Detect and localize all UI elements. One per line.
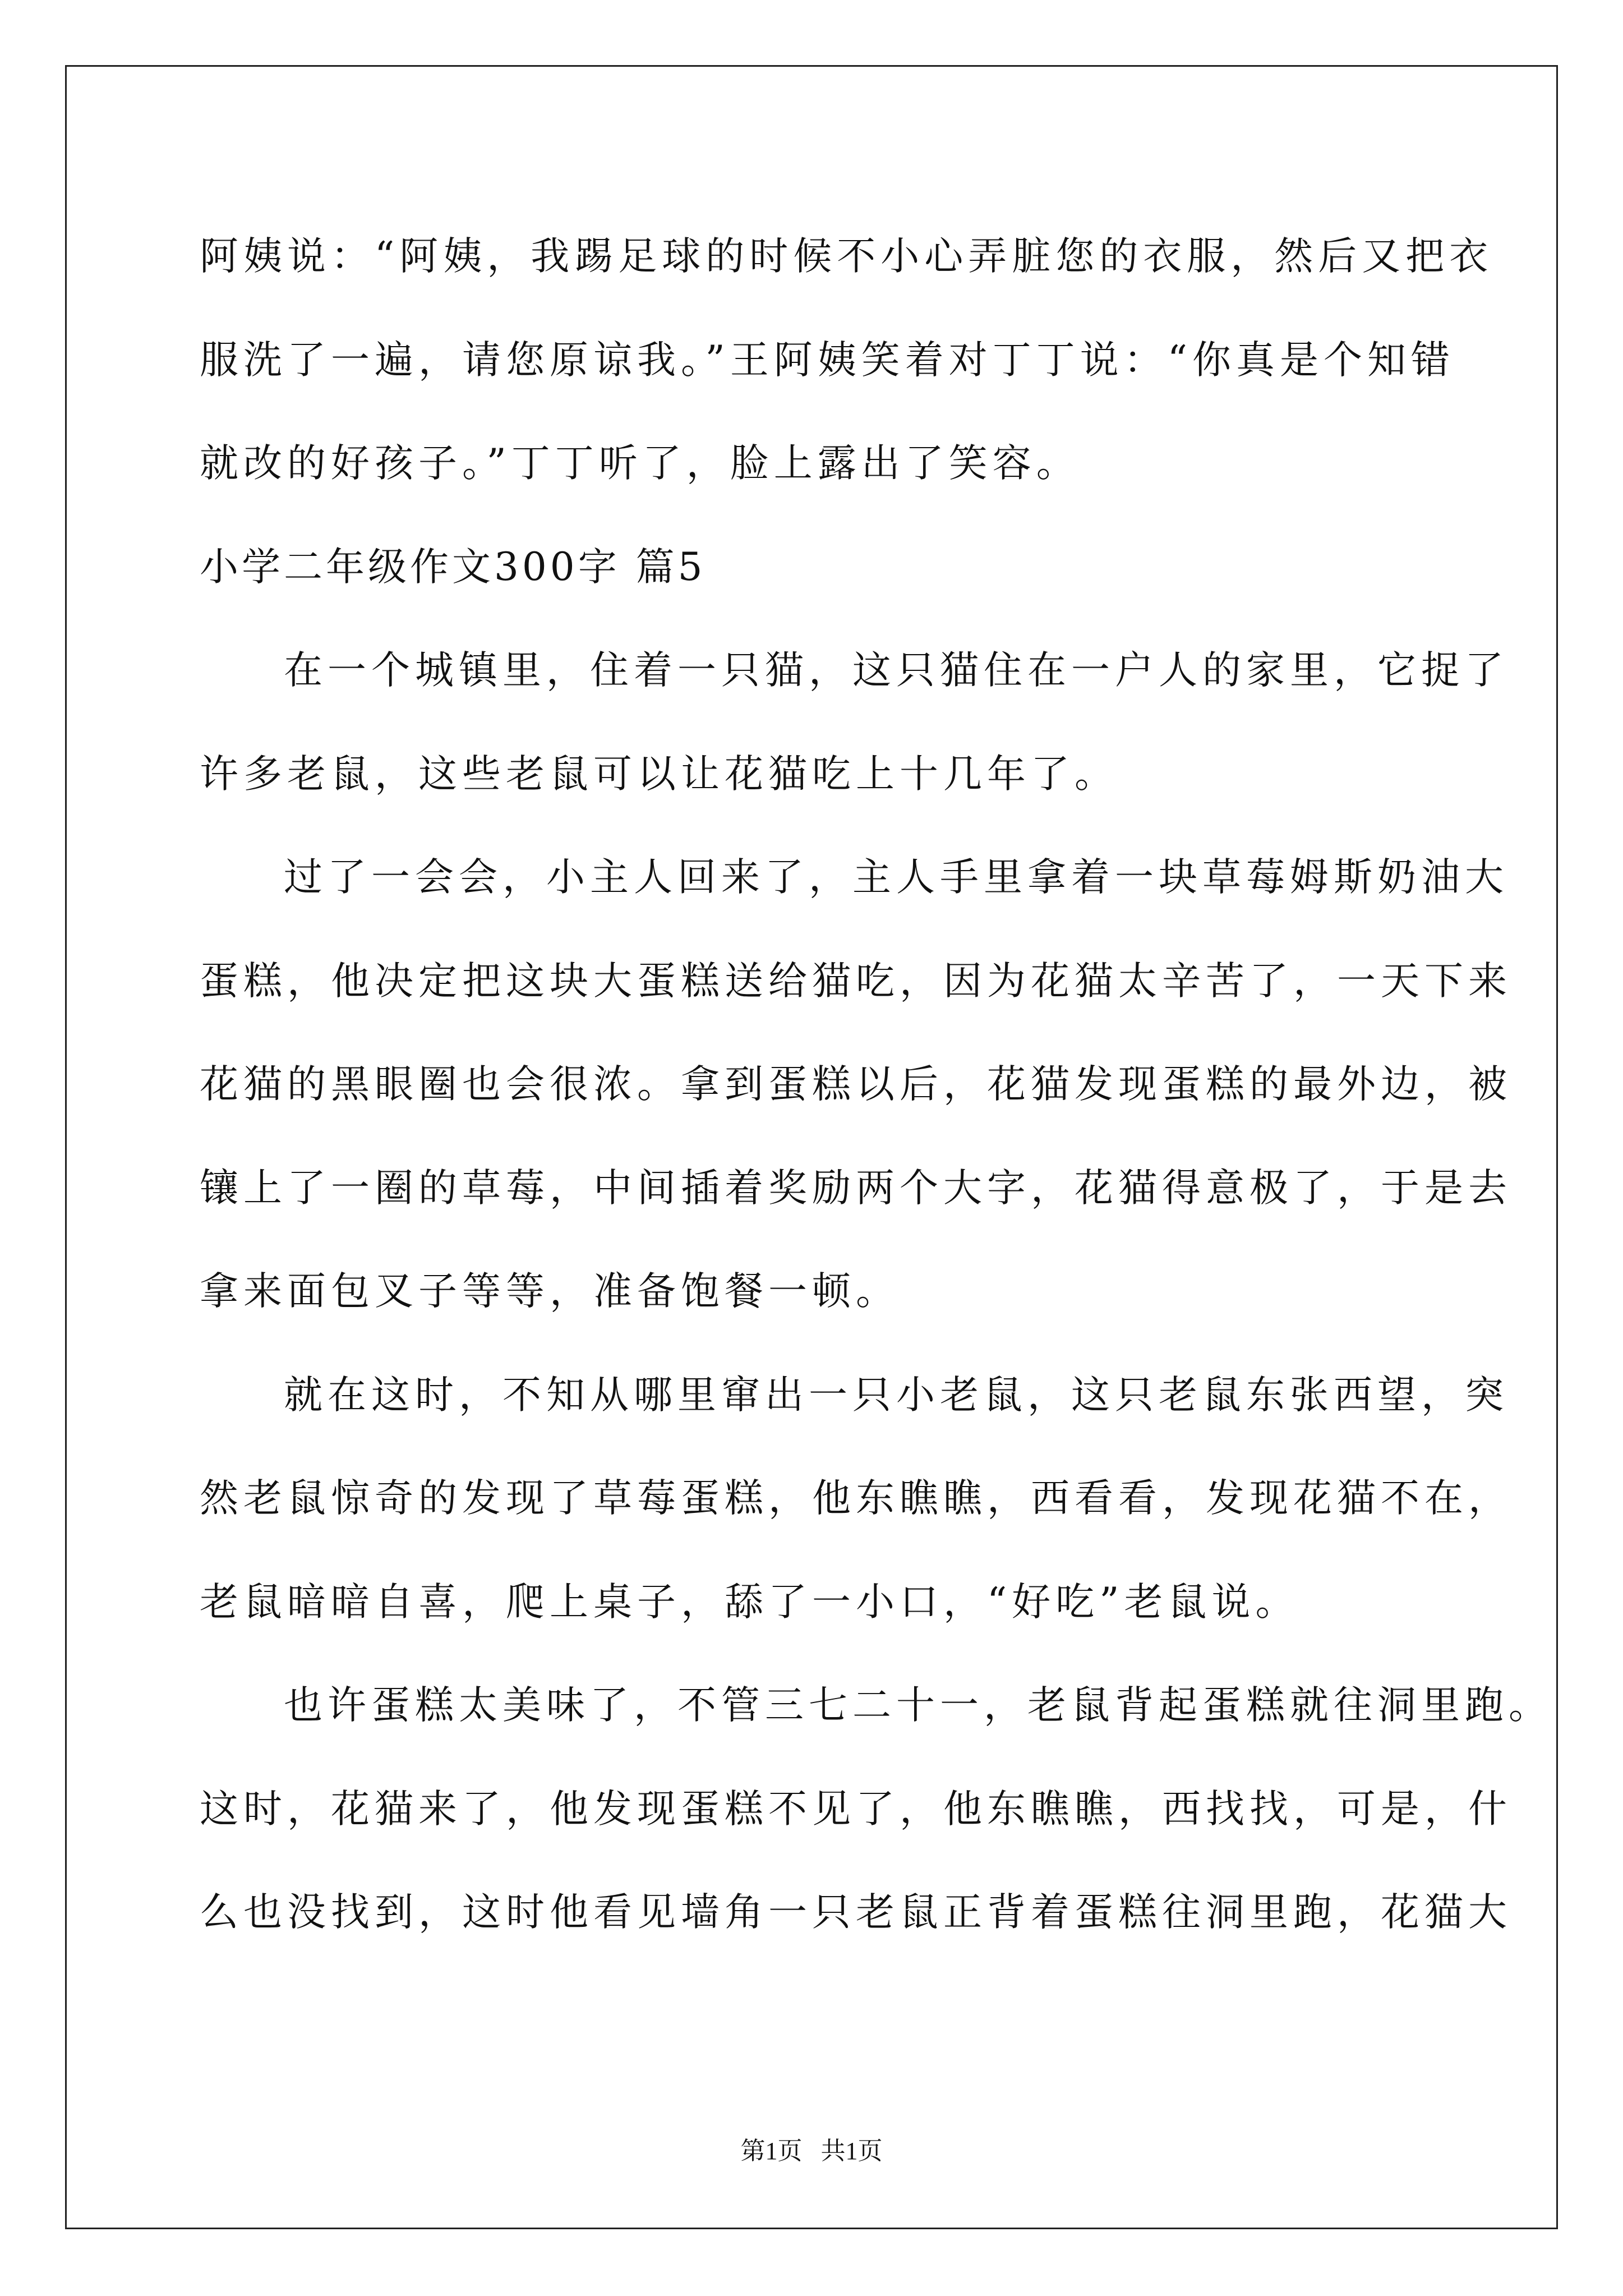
- paragraph-line: 服洗了一遍，请您原谅我。”王阿姨笑着对丁丁说：“你真是个知错: [200, 337, 1455, 383]
- document-body: [200, 205, 1552, 1964]
- paragraph-line: 这时，花猫来了，他发现蛋糕不见了，他东瞧瞧，西找找，可是，什: [200, 1786, 1512, 1832]
- paragraph-line: 镶上了一圈的草莓，中间插着奖励两个大字，花猫得意极了，于是去: [200, 1165, 1512, 1211]
- paragraph-line: 也许蛋糕太美味了，不管三七二十一，老鼠背起蛋糕就往洞里跑。: [284, 1683, 1552, 1728]
- paragraph-line: 么也没找到，这时他看见墙角一只老鼠正背着蛋糕往洞里跑，花猫大: [200, 1890, 1512, 1935]
- paragraph-line: 然老鼠惊奇的发现了草莓蛋糕，他东瞧瞧，西看看，发现花猫不在，: [200, 1476, 1512, 1521]
- paragraph-line: 花猫的黑眼圈也会很浓。拿到蛋糕以后，花猫发现蛋糕的最外边，被: [200, 1062, 1512, 1107]
- paragraph-line: 就在这时，不知从哪里窜出一只小老鼠，这只老鼠东张西望，突: [284, 1372, 1509, 1418]
- section-heading: 小学二年级作文300字 篇5: [200, 544, 706, 590]
- paragraph-line: 许多老鼠，这些老鼠可以让花猫吃上十几年了。: [200, 751, 1118, 797]
- paragraph-line: 过了一会会，小主人回来了，主人手里拿着一块草莓姆斯奶油大: [284, 855, 1509, 900]
- paragraph-line: 在一个城镇里，住着一只猫，这只猫住在一户人的家里，它捉了: [284, 648, 1509, 693]
- paragraph-line: 蛋糕，他决定把这块大蛋糕送给猫吃，因为花猫太辛苦了，一天下来: [200, 958, 1512, 1004]
- paragraph-line: 就改的好孩子。”丁丁听了，脸上露出了笑容。: [200, 441, 1080, 486]
- paragraph-line: 老鼠暗暗自喜，爬上桌子，舔了一小口，“好吃”老鼠说。: [200, 1579, 1299, 1625]
- page-number-footer: 第1页 共1页: [740, 2137, 883, 2165]
- paragraph-line: 阿姨说：“阿姨，我踢足球的时候不小心弄脏您的衣服，然后又把衣: [200, 234, 1493, 279]
- paragraph-line: 拿来面包叉子等等，准备饱餐一顿。: [200, 1269, 900, 1314]
